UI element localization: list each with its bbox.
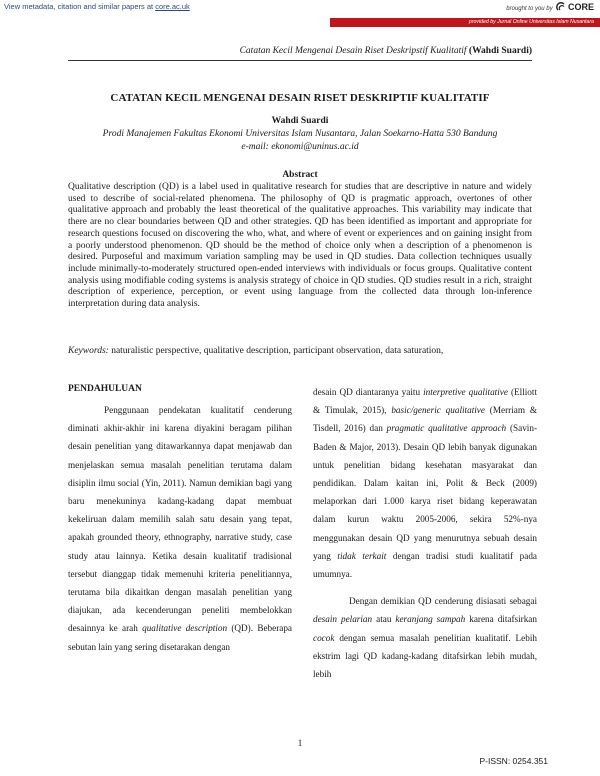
text-run-italic: interpretive qualitative bbox=[423, 387, 508, 397]
text-run-italic: basic/generic qualitative bbox=[391, 405, 485, 416]
text-run: (Savin-Baden & Major, 2013). Desain QD lebih banyak digunakan untuk penelitian bidang kesehatan masyarakat dan pendidikan. Dalam kaitan ini, Polit & Beck (2009) melaporkan dari 1.000 karya riset bidang keperawatan dalam kurun waktu 2005-2006, sekira 52%-nya menggunakan desain QD yang menurutnya sebuah desain yang bbox=[313, 423, 538, 561]
core-link[interactable]: core.ac.uk bbox=[155, 2, 190, 11]
issn-label: P-ISSN: 0254.351 bbox=[479, 756, 548, 766]
core-banner bbox=[0, 0, 600, 18]
core-branding[interactable] bbox=[506, 2, 594, 12]
text-run: dengan semua masalah penelitian kualitatif. Lebih ekstrim lagi QD kadang-kadang ditafsirkan lebih mudah, lebih bbox=[313, 632, 537, 680]
text-run: karena ditafsirkan bbox=[465, 614, 537, 625]
section-heading: PENDAHULUAN bbox=[68, 384, 142, 394]
text-run: (Merriam & Tisdell, 2016) dan bbox=[313, 405, 537, 434]
running-title: Catatan Kecil Mengenai Desain Riset Deskripstif Kualitatif bbox=[239, 46, 467, 56]
page-number: 1 bbox=[297, 738, 303, 748]
text-run: Penggunaan pendekatan kualitatif cenderung diminati akhir-akhir ini karena diyakini beragam pilihan desain penelitian yang ditawarkannya dapat menjawab dan menjelaskan semua masalah penelitian terutama dalam disiplin ilmu social (Yin, 2011). Namun demikian bagi yang baru menekuninya kadang-kadang dapat membuat kekeliruan dalam memilih salah satu desain yang tepat, apakah grounded theory, ethnography, narrative study, case study atau lainnya. Ketika desain kualitatif tradisional tersebut dianggap tidak memenuhi kriteria penelitiannya, terutama bila dikaitkan dengan masalah penelitian yang diajukan, ada kecenderungan peneliti membelokkan desainnya ke arah bbox=[68, 405, 292, 634]
text-run: desain QD diantaranya yaitu bbox=[313, 387, 424, 397]
abstract-text: Qualitative description (QD) is a label used in qualitative research for studies that are descriptive in nature and widely used to describe of social-related phenomena. The philosophy of QD is pragmatic approach, overtones of other qualitative approach and probably the least theoretical of the qualitative approaches. This variability may indicate that there are no clear boundaries between QD and other strategies. QD has been identified as important and appropriate for research questions focused on discovering the who, what, and where of event or experiences and on gaining insight from a poorly understood phenomenon. QD should be the method of choice only when a description of a phenomenon is desired. Purposeful and maximum variation sampling may be used in QD studies. Data collection techniques usually include minimally-to-moderately structured open-ended interviews with individuals or focus groups. Qualitative content analysis using modifiable coding systems is analysis strategy of choice in QD studies. QD studies result in a rich, straight description of experience, perception, or event using language from the collected data through lon-inference interpretation during data analysis. bbox=[68, 182, 532, 310]
text-run-italic: keranjang sampah bbox=[395, 614, 466, 625]
keywords bbox=[68, 346, 532, 356]
text-run-italic: qualitative description bbox=[142, 623, 228, 634]
intro-paragraph-1 bbox=[68, 401, 292, 656]
intro-paragraph-2 bbox=[313, 383, 537, 583]
author-affiliation: Prodi Manajemen Fakultas Ekonomi Universitas Islam Nusantara, Jalan Soekarno-Hatta 530 Bandung bbox=[102, 129, 498, 139]
core-view-text: View metadata, citation and similar papers at bbox=[4, 2, 156, 11]
core-metadata-link[interactable] bbox=[0, 0, 304, 13]
abstract-heading: Abstract bbox=[282, 170, 318, 180]
text-run: dengan tradisi studi kualitatif pada umumnya. bbox=[313, 550, 538, 580]
text-run: (Elliott & Timulak, 2015), bbox=[313, 387, 537, 416]
text-run-italic: tidak terkait bbox=[337, 550, 387, 561]
core-logo-icon bbox=[556, 2, 566, 11]
provided-text: provided by Jurnal Online Universitas Islam Nusantara bbox=[468, 19, 594, 25]
running-header bbox=[0, 46, 532, 56]
header-rule bbox=[68, 60, 532, 61]
keywords-list: naturalistic perspective, qualitative description, participant observation, data saturation, bbox=[108, 346, 444, 356]
keywords-label: Keywords: bbox=[68, 346, 109, 356]
text-run-italic: desain pelarian bbox=[313, 614, 373, 625]
paper-title: CATATAN KECIL MENGENAI DESAIN RISET DESKRIPTIF KUALITATIF bbox=[110, 92, 490, 104]
provided-by-banner bbox=[330, 18, 600, 27]
running-author: (Wahdi Suardi) bbox=[468, 46, 532, 56]
text-run: Dengan demikian QD cenderung disiasati sebagai bbox=[349, 596, 537, 607]
left-column bbox=[68, 383, 292, 656]
author-email: e-mail: ekonomi@uninus.ac.id bbox=[241, 142, 359, 152]
brought-text: brought to you by bbox=[506, 6, 553, 12]
text-run: atau bbox=[372, 614, 396, 625]
intro-paragraph-3 bbox=[313, 592, 537, 683]
text-run-italic: pragmatic qualitative approach bbox=[386, 423, 507, 434]
text-run-italic: cocok bbox=[313, 632, 335, 643]
right-column bbox=[313, 383, 537, 683]
paper-author: Wahdi Suardi bbox=[271, 116, 329, 126]
text-run: (QD). Beberapa sebutan lain yang sering disetarakan dengan bbox=[68, 623, 293, 652]
core-logo-text: CORE bbox=[567, 2, 594, 12]
